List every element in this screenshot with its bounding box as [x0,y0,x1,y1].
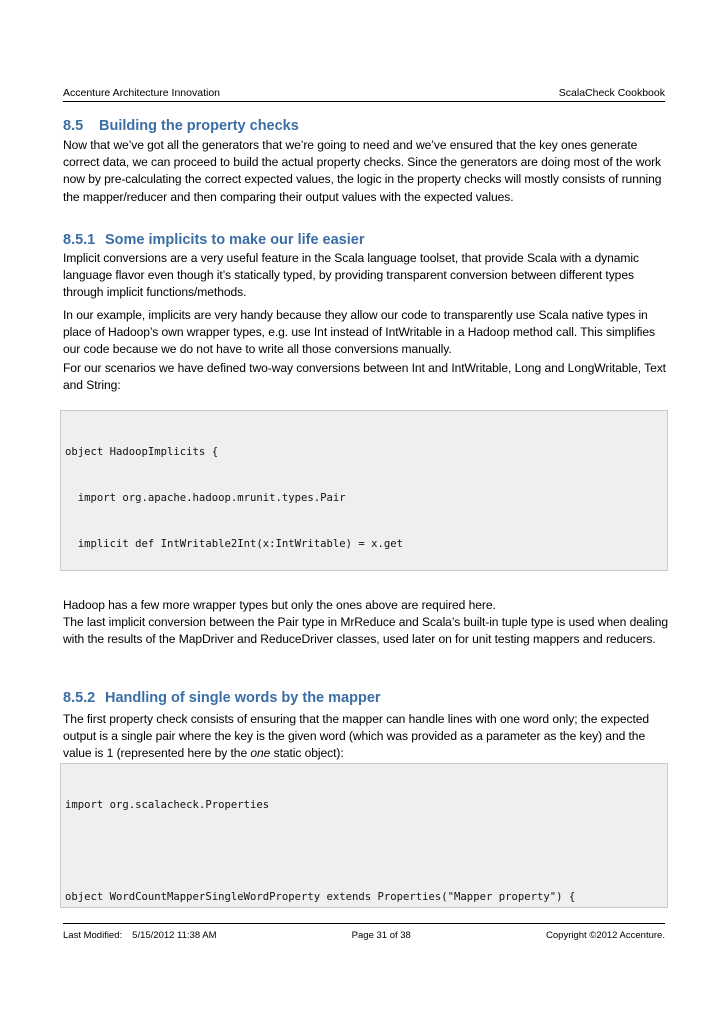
paragraph-two-way-conversions: For our scenarios we have defined two-way conversions between Int and IntWritable, Long and LongWritable, Text and String: [63,361,666,393]
section-title: Handling of single words by the mapper [105,690,381,706]
text-run: static object): [270,746,344,761]
last-modified [63,930,217,941]
paragraph-pair-conversion: The last implicit conversion between the Pair type in MrReduce and Scala’s built-in tuple type is used when dealing with the results of the MapDriver and ReduceDriver classes, used later on for unit testing mappers and reducers. [63,615,669,647]
section-title: Some implicits to make our life easier [105,232,365,248]
page-header [63,87,665,99]
page-number: Page 31 of 38 [351,930,411,941]
code-block-mapper-property [60,763,668,908]
code-line: import org.apache.hadoop.mrunit.types.Pair [65,492,346,504]
section-number: 8.5 [63,118,84,134]
code-line: object HadoopImplicits { [65,446,219,459]
emphasis-one: one [250,746,271,761]
copyright: Copyright ©2012 Accenture. [546,930,665,941]
paragraph-implicits-handy: In our example, implicits are very handy because they allow our code to transparently use Scala native types in place of Hadoop’s own wrapper types, e.g. use Int instead of IntWritable in a Hadoop method call. This simplifies our code because we do not have to write all those conversions manually. [63,308,655,357]
header-right: ScalaCheck Cookbook [558,87,665,99]
last-modified-value: 5/15/2012 11:38 AM [132,930,217,941]
code-line: object WordCountMapperSingleWordProperty extends Properties("Mapper property") { [65,890,576,903]
section-title: Building the property checks [99,118,299,134]
header-divider [63,101,665,102]
section-heading-8-5-1 [63,232,365,248]
header-left: Accenture Architecture Innovation [63,87,221,99]
code-line: import org.scalacheck.Properties [65,799,270,812]
section-number: 8.5.2 [63,690,96,706]
page-footer [63,930,665,941]
section-heading-8-5 [63,118,299,134]
text-run: The first property check consists of ensuring that the mapper can handle lines with one word only; the expected output is a single pair where the key is the given word (which was provided as a parameter as the key) and the value is 1 (represented here by the [63,712,650,761]
paragraph-wrapper-types: Hadoop has a few more wrapper types but only the ones above are required here. [63,598,496,612]
footer-divider [63,923,665,924]
paragraph-single-word-property [63,711,668,763]
section-8-5-paragraph: Now that we’ve got all the generators that we’re going to need and we’ve ensured that the key ones generate correct data, we can proceed to build the actual property checks. Since the generators are doing most of the work now by pre-calculating the correct expected values, the logic in the property checks will mostly consists of running the mapper/reducer and then comparing their output values with the expected values. [63,138,662,204]
section-number: 8.5.1 [63,232,96,248]
section-heading-8-5-2 [63,690,381,706]
code-line: implicit def IntWritable2Int(x:IntWritable) = x.get [65,537,404,550]
last-modified-label: Last Modified: [63,930,123,941]
code-line [65,844,663,859]
paragraph-implicits-intro: Implicit conversions are a very useful feature in the Scala language toolset, that provide Scala with a dynamic language flavor even though it’s statically typed, by providing transparent conversion between different types through implicit functions/methods. [63,251,639,300]
code-block-hadoop-implicits [60,410,668,571]
